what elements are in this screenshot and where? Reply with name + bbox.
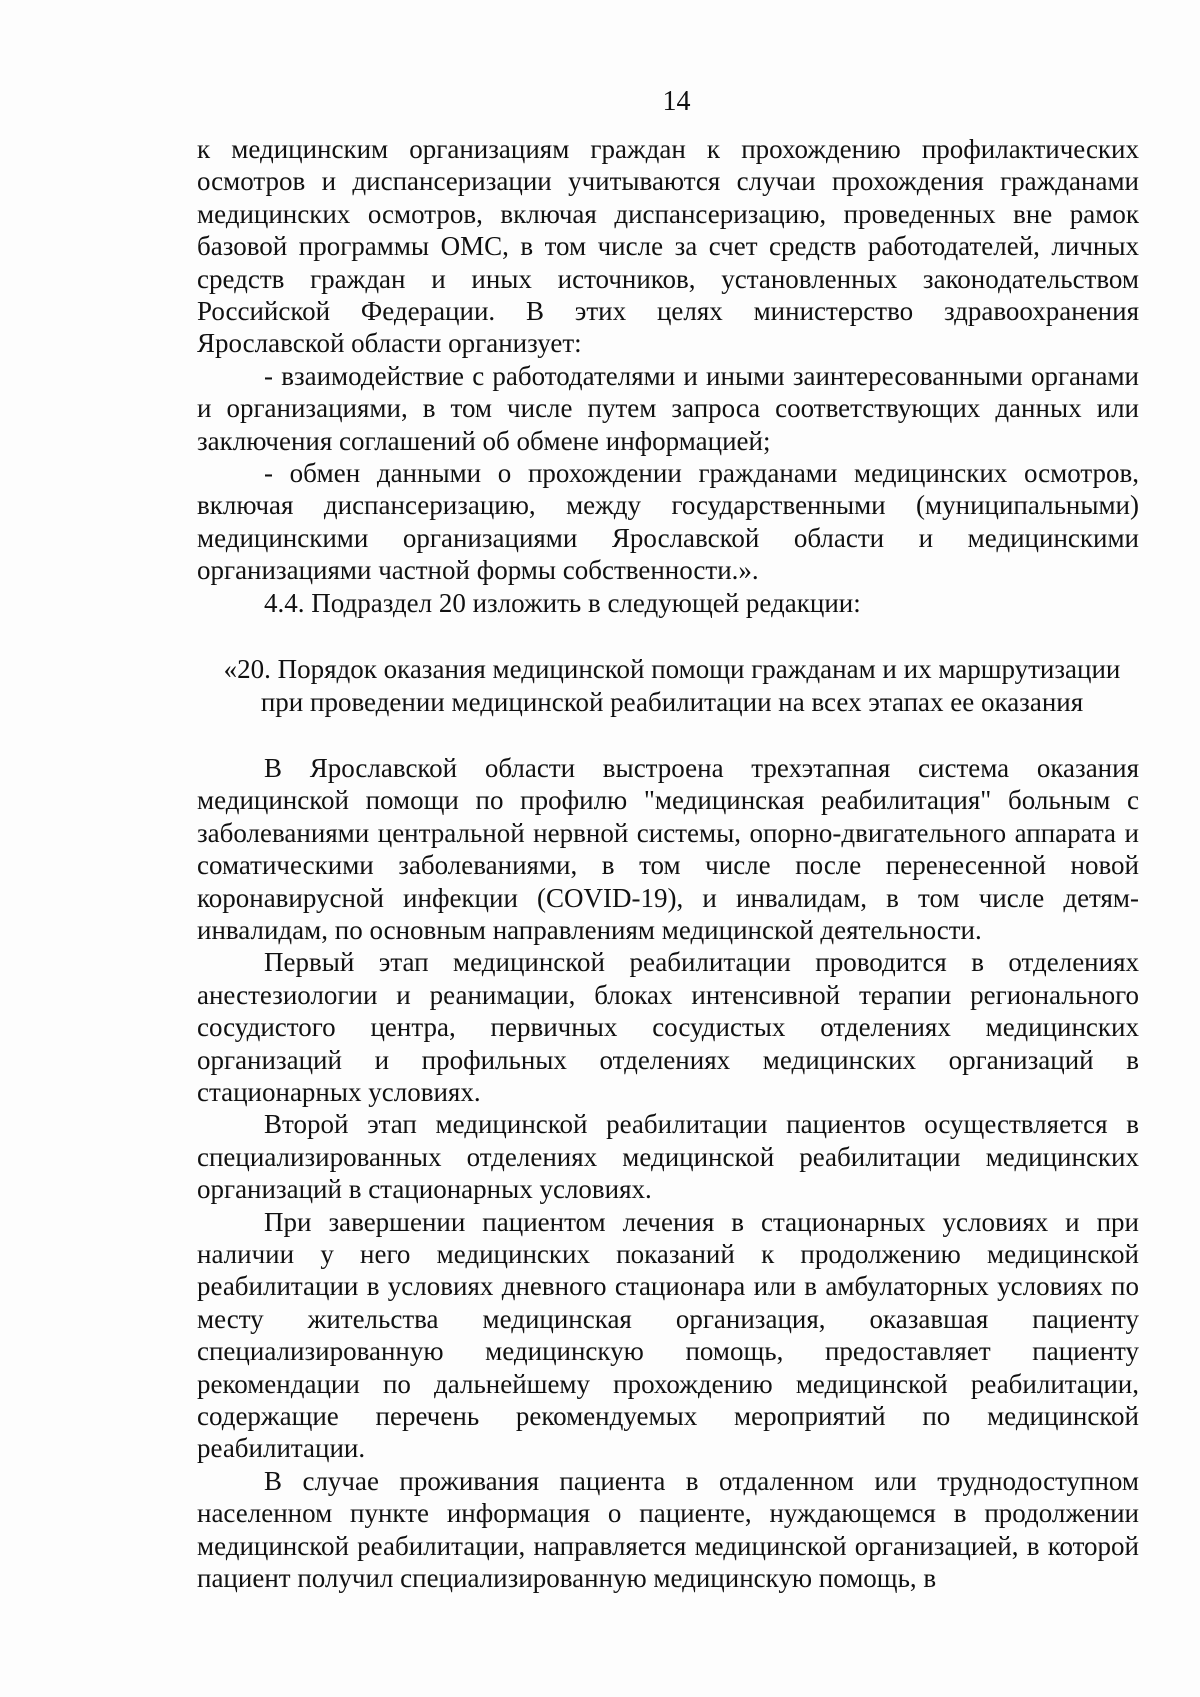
paragraph-continuation: к медицинским организациям граждан к прохождению профилактических осмотров и диспансеризации учитываются случаи прохождения гражданами медицинских осмотров, включая диспансеризацию, проведенных вне рамок базовой программы ОМС, в том числе за счет средств работодателей, личных средств граждан и иных источников, установленных законодательством Российской Федерации. В этих целях министерство здравоохранения Ярославской области организует:: [197, 134, 1139, 359]
section-heading: [197, 653, 1139, 718]
paragraph-system: В Ярославской области выстроена трехэтапная система оказания медицинской помощи по профилю "медицинская реабилитация" больным с заболеваниями центральной нервной системы, опорно-двигательного аппарата и соматическими заболеваниями, в том числе после перенесенной новой коронавирусной инфекции (COVID-19), и инвалидам, в том числе детям-инвалидам, по основным направлениям медицинской деятельности.: [197, 752, 1139, 945]
paragraph-remote: В случае проживания пациента в отдаленном или труднодоступном населенном пункте информация о пациенте, нуждающемся в продолжении медицинской реабилитации, направляется медицинской организацией, в которой пациент получил специализированную медицинскую помощь, в: [197, 1465, 1139, 1594]
paragraph-stage-one: Первый этап медицинской реабилитации проводится в отделениях анестезиологии и реанимации, блоках интенсивной терапии регионального сосудистого центра, первичных сосудистых отделениях медицинских организаций и профильных отделениях медицинских организаций в стационарных условиях.: [197, 947, 1139, 1107]
list-item-interaction: - взаимодействие с работодателями и иными заинтересованными органами и организациями, в том числе путем запроса соответствующих данных или заключения соглашений об обмене информацией;: [197, 360, 1139, 456]
page-number: 14: [662, 86, 691, 117]
document-body: [197, 133, 1139, 1594]
list-item-data-exchange: - обмен данными о прохождении гражданами медицинских осмотров, включая диспансеризацию, между государственными (муниципальными) медицинскими организациями Ярославской области и медицинскими организациями частной формы собственности.».: [197, 458, 1139, 586]
paragraph-stage-two: Второй этап медицинской реабилитации пациентов осуществляется в специализированных отделениях медицинской реабилитации медицинских организаций в стационарных условиях.: [197, 1109, 1139, 1205]
paragraph-discharge: При завершении пациентом лечения в стационарных условиях и при наличии у него медицинских показаний к продолжению медицинской реабилитации в условиях дневного стационара или в амбулаторных условиях по месту жительства медицинская организация, оказавшая пациенту специализированную медицинскую помощь, предоставляет пациенту рекомендации по дальнейшему прохождению медицинской реабилитации, содержащие перечень рекомендуемых мероприятий по медицинской реабилитации.: [197, 1206, 1139, 1464]
section-heading-line-1: «20. Порядок оказания медицинской помощи гражданам и их маршрутизации: [223, 654, 1121, 685]
section-heading-line-2: при проведении медицинской реабилитации на всех этапах ее оказания: [260, 686, 1084, 717]
paragraph-amendment: 4.4. Подраздел 20 изложить в следующей редакции:: [264, 587, 861, 618]
